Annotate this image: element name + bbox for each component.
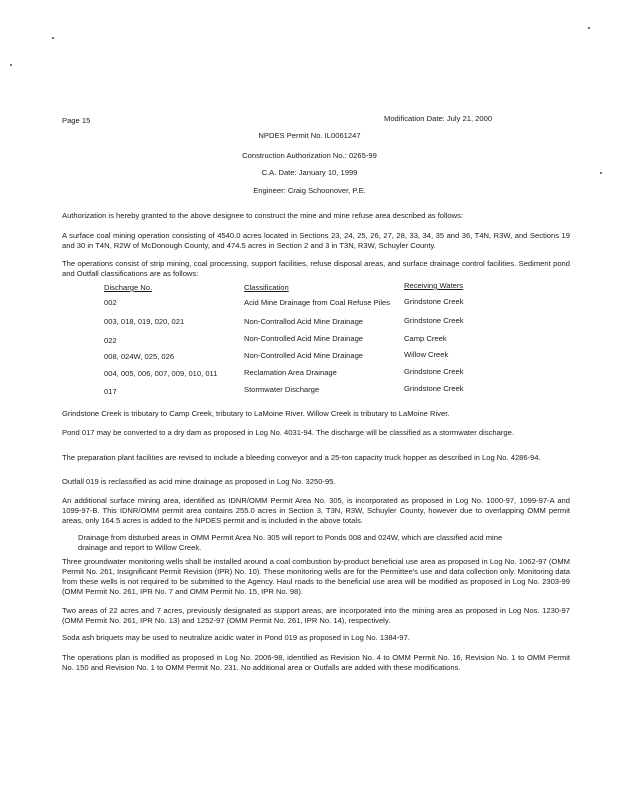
operations-paragraph: The operations consist of strip mining, coal processing, support facilities, refuse disposal areas, and surface drainage control facilities. Sediment pond and Outfall classifications are as follows:	[62, 259, 570, 278]
surface-mining-paragraph: A surface coal mining operation consisting of 4540.0 acres located in Sections 23, 24, 25, 26, 27, 28, 33, 34, 35 and 36, T4N, R3W, and Sections 19 and 30 in T4N, R2W of McDonough County, and 474.5 acres in Section 2 and 3 in T3N, R3W, Schuyler County.	[62, 231, 570, 250]
page-number: Page 15	[62, 116, 91, 125]
receiving-waters: Willow Creek	[404, 350, 449, 359]
construction-authorization: Construction Authorization No.: 0265-99	[242, 151, 377, 160]
header-receiving-waters: Receiving Waters	[404, 281, 464, 290]
discharge-no: 008, 024W, 025, 026	[104, 352, 175, 361]
groundwater-wells-note: Three groundwater monitoring wells shall be installed around a coal combustion by-product beneficial use area as proposed in Log No. 1062-97 (OMM Permit No. 261, Insignificant Permit Revision (IPR) No. 10). These monitoring wells are for the Permittee's use and data collection only. Monitoring data from these wells is not required to be submitted to the Agency. Haul roads to the beneficial use area will be modified as proposed in Log No. 2303-99 (OMM Permit No. 261, IPR No. 7 and OMM Permit No. 15, IPR No. 98).	[62, 557, 570, 596]
additional-area-note: An additional surface mining area, identified as IDNR/OMM Permit Area No. 305, is incorporated as proposed in Log No. 1000-97, 1099-97-A and 1099-97-B. This IDNR/OMM permit area contains 255.0 acres in Section 3, T3N, R3W, Schuyler County, however due to overlapping OMM permit areas, only 164.5 acres is added to the NPDES permit and is included in the above totals.	[62, 496, 570, 525]
discharge-no: 004, 005, 006, 007, 009, 010, 011	[104, 369, 218, 378]
soda-ash-note: Soda ash briquets may be used to neutralize acidic water in Pond 019 as proposed in Log No. 1384-97.	[62, 633, 410, 642]
classification: Reclamation Area Drainage	[244, 368, 337, 377]
pond-017-note: Pond 017 may be converted to a dry dam as proposed in Log No. 4031-94. The discharge will be classified as a stormwater discharge.	[62, 428, 514, 437]
header-discharge-no: Discharge No.	[104, 283, 153, 292]
classification: Non-Contrallod Acid Mine Drainage	[244, 317, 364, 326]
receiving-waters: Grindstone Creek	[404, 316, 464, 325]
receiving-waters: Grindstone Creek	[404, 297, 464, 306]
classification: Non-Controlled Acid Mine Drainage	[244, 334, 364, 343]
classification: Non-Controlled Acid Mine Drainage	[244, 351, 364, 360]
classification: Stormwater Discharge	[244, 385, 320, 394]
discharge-no: 003, 018, 019, 020, 021	[104, 317, 185, 326]
engineer: Engineer: Craig Schoonover, P.E.	[253, 186, 366, 195]
drainage-305-note: Drainage from disturbed areas in OMM Permit Area No. 305 will report to Ponds 008 and 024W, which are classified acid mine drainage and report to Willow Creek.	[78, 533, 503, 552]
header-classification: Classification	[244, 283, 289, 292]
operations-plan-note: The operations plan is modified as proposed in Log No. 2006-98, identified as Revision No. 4 to OMM Permit No. 16, Revision No. 1 to OMM Permit No. 150 and Revision No. 1 to OMM Permit No. 231. No additional area or Outfalls are added with these modifications.	[62, 653, 570, 672]
receiving-waters: Grindstone Creek	[404, 367, 464, 376]
classification: Acid Mine Drainage from Coal Refuse Piles	[244, 298, 391, 307]
authorization-paragraph: Authorization is hereby granted to the above designee to construct the mine and mine refuse area described as follows:	[62, 211, 464, 220]
permit-number: NPDES Permit No. IL0061247	[258, 131, 361, 140]
outfall-019-note: Outfall 019 is reclassified as acid mine drainage as proposed in Log No. 3250-95.	[62, 477, 336, 486]
scan-speck	[10, 64, 12, 66]
ca-date: C.A. Date: January 10, 1999	[261, 168, 358, 177]
scan-speck	[588, 27, 590, 29]
tributary-note: Grindstone Creek is tributary to Camp Creek, tributary to LaMoine River. Willow Creek is tributary to LaMoine River.	[62, 409, 450, 418]
preparation-plant-note: The preparation plant facilities are revised to include a bleeding conveyor and a 25-ton capacity truck hopper as described in Log No. 4286-94.	[62, 453, 541, 462]
discharge-no: 002	[104, 298, 117, 307]
receiving-waters: Camp Creek	[404, 334, 447, 343]
receiving-waters: Grindstone Creek	[404, 384, 464, 393]
modification-date: Modification Date: July 21, 2000	[384, 114, 493, 123]
scan-speck	[52, 37, 54, 39]
discharge-no: 022	[104, 336, 117, 345]
discharge-no: 017	[104, 387, 117, 396]
two-areas-note: Two areas of 22 acres and 7 acres, previously designated as support areas, are incorporated into the mining area as proposed in Log Nos. 1230-97 (OMM Permit No. 261, IPR No. 13) and 1252-97 (OMM Permit No. 261, IPR No. 14), respectively.	[62, 606, 570, 625]
